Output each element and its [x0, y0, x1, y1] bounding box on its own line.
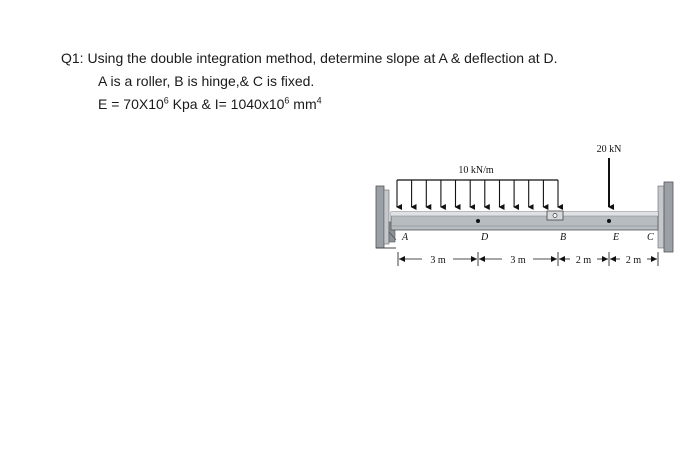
- modulus-prefix: E = 70X10: [98, 96, 164, 112]
- point-label-b: B: [560, 232, 567, 243]
- inertia-unit-exponent: 4: [316, 95, 322, 106]
- dimension-label-1: 3 m: [430, 255, 446, 266]
- point-e-marker: [607, 219, 611, 223]
- distributed-load-label: 10 kN/m: [458, 165, 494, 176]
- point-label-a: A: [402, 232, 409, 243]
- inertia-unit: mm: [289, 96, 317, 112]
- inertia-exponent: 6: [284, 95, 290, 106]
- dimension-3: [559, 255, 608, 266]
- dimension-4: [610, 255, 657, 266]
- question-title: Q1: Using the double integration method, determine slope at A & deflection at D.: [61, 50, 558, 66]
- modulus-unit: Kpa & I= 1040x10: [168, 96, 285, 112]
- dimension-label-4: 2 m: [625, 255, 642, 266]
- dimension-label-3: 2 m: [575, 255, 592, 266]
- point-label-c: C: [647, 232, 654, 243]
- dimension-2: [479, 255, 557, 266]
- dimension-label-2: 3 m: [510, 255, 526, 266]
- point-label-d: D: [481, 232, 489, 243]
- modulus-exponent: 6: [163, 95, 169, 106]
- distributed-load-arrows: [397, 180, 558, 207]
- point-load-label: 20 kN: [596, 144, 622, 155]
- point-label-e: E: [613, 232, 620, 243]
- beam: [391, 212, 658, 230]
- dimension-1: [399, 255, 477, 266]
- support-conditions: A is a roller, B is hinge,& C is fixed.: [98, 73, 315, 89]
- hinge-b: [547, 211, 563, 220]
- right-fixed-wall: [658, 182, 673, 252]
- point-d-marker: [476, 219, 480, 223]
